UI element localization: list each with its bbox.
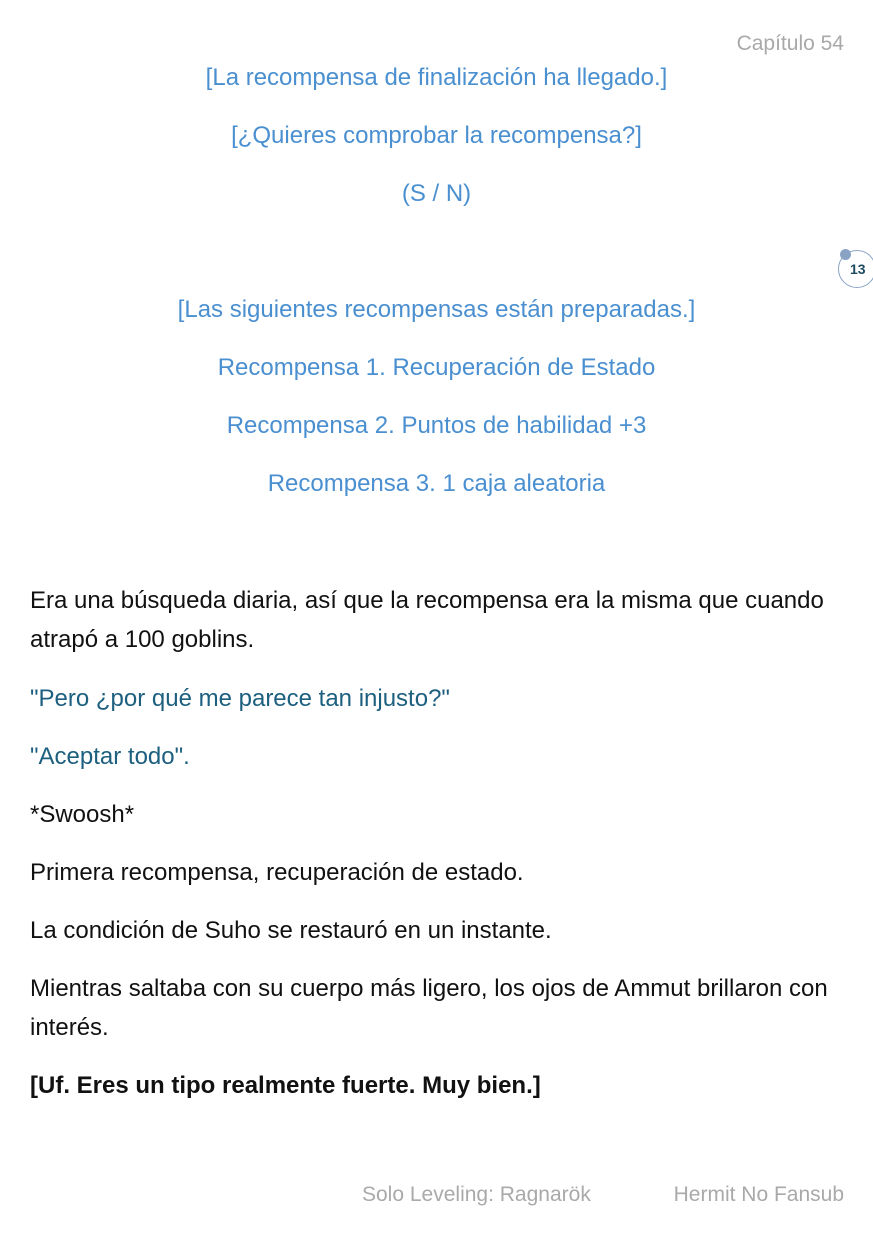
bold-paragraph: [Uf. Eres un tipo realmente fuerte. Muy bien.] xyxy=(30,1072,541,1099)
paragraph: *Swoosh* xyxy=(30,801,135,828)
system-line: Recompensa 1. Recuperación de Estado xyxy=(217,354,656,381)
system-line: [La recompensa de finalización ha llegado.] xyxy=(205,64,668,91)
footer-group: Hermit No Fansub xyxy=(673,1183,844,1206)
chapter-label: Capítulo 54 xyxy=(736,32,844,55)
system-line: [Las siguientes recompensas están preparadas.] xyxy=(177,296,696,323)
dialogue-paragraph: "Pero ¿por qué me parece tan injusto?" xyxy=(30,685,450,712)
page-number: 13 xyxy=(850,261,866,277)
paragraph: La condición de Suho se restauró en un instante. xyxy=(30,917,552,944)
dialogue-paragraph: "Aceptar todo". xyxy=(30,743,190,770)
paragraph: Era una búsqueda diaria, así que la recompensa era la misma que cuando atrapó a 100 goblins. xyxy=(30,587,824,653)
paragraph: Mientras saltaba con su cuerpo más ligero, los ojos de Ammut brillaron con interés. xyxy=(30,975,828,1041)
bookmark-dot-icon xyxy=(840,249,851,260)
system-line: Recompensa 3. 1 caja aleatoria xyxy=(267,470,606,497)
footer-title: Solo Leveling: Ragnarök xyxy=(362,1183,591,1206)
paragraph: Primera recompensa, recuperación de estado. xyxy=(30,859,524,886)
system-line: Recompensa 2. Puntos de habilidad +3 xyxy=(226,412,647,439)
system-line: [¿Quieres comprobar la recompensa?] xyxy=(231,122,642,149)
system-line: (S / N) xyxy=(401,180,472,207)
